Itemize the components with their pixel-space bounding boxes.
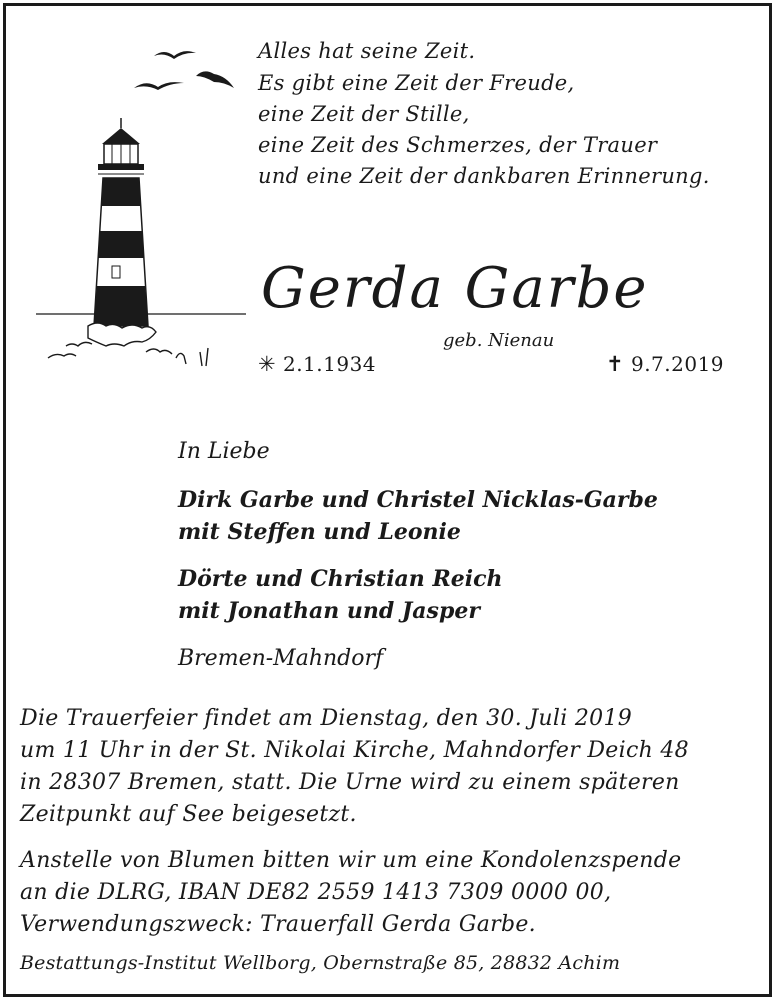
- ceremony-line: Die Trauerfeier findet am Dienstag, den 30. Juli 2019: [20, 706, 633, 731]
- donation-line: Anstelle von Blumen bitten wir um eine Kondolenzspende: [20, 848, 682, 873]
- mourners-intro: In Liebe: [178, 439, 270, 464]
- birth-date-line: [258, 352, 376, 376]
- death-date: 9.7.2019: [630, 352, 725, 376]
- poem-line: Es gibt eine Zeit der Freude,: [258, 71, 575, 95]
- poem-line: eine Zeit des Schmerzes, der Trauer: [258, 133, 658, 157]
- ceremony-line: in 28307 Bremen, statt. Die Urne wird zu einem späteren: [20, 770, 680, 795]
- ceremony-line: Zeitpunkt auf See beigesetzt.: [20, 802, 357, 827]
- birth-date: 2.1.1934: [282, 352, 377, 376]
- lighthouse-illustration: [26, 36, 256, 376]
- seagull-icon: [196, 71, 234, 88]
- donation-line: an die DLRG, IBAN DE82 2559 1413 7309 0000 00,: [20, 880, 612, 905]
- death-date-line: [606, 352, 724, 376]
- obituary-notice: [3, 3, 772, 997]
- family-line: mit Steffen und Leonie: [178, 519, 461, 545]
- deceased-name: Gerda Garbe: [261, 256, 649, 321]
- poem-line: und eine Zeit der dankbaren Erinnerung.: [258, 164, 710, 188]
- family-line: Dörte und Christian Reich: [178, 566, 503, 592]
- cross-icon: ✝: [606, 352, 625, 376]
- poem-line: eine Zeit der Stille,: [258, 102, 470, 126]
- funeral-home: Bestattungs-Institut Wellborg, Obernstraße 85, 28832 Achim: [20, 952, 621, 974]
- poem-line: Alles hat seine Zeit.: [258, 39, 476, 63]
- asterisk-icon: ✳: [258, 352, 277, 376]
- donation-line: Verwendungszweck: Trauerfall Gerda Garbe.: [20, 912, 536, 937]
- family-line: Dirk Garbe und Christel Nicklas-Garbe: [178, 487, 658, 513]
- mourners-location: Bremen-Mahndorf: [178, 646, 384, 671]
- seagull-icon: [154, 51, 196, 59]
- birth-name: geb. Nienau: [443, 330, 555, 351]
- ceremony-line: um 11 Uhr in der St. Nikolai Kirche, Mahndorfer Deich 48: [20, 738, 689, 763]
- seagull-icon: [134, 82, 184, 90]
- family-line: mit Jonathan und Jasper: [178, 598, 480, 624]
